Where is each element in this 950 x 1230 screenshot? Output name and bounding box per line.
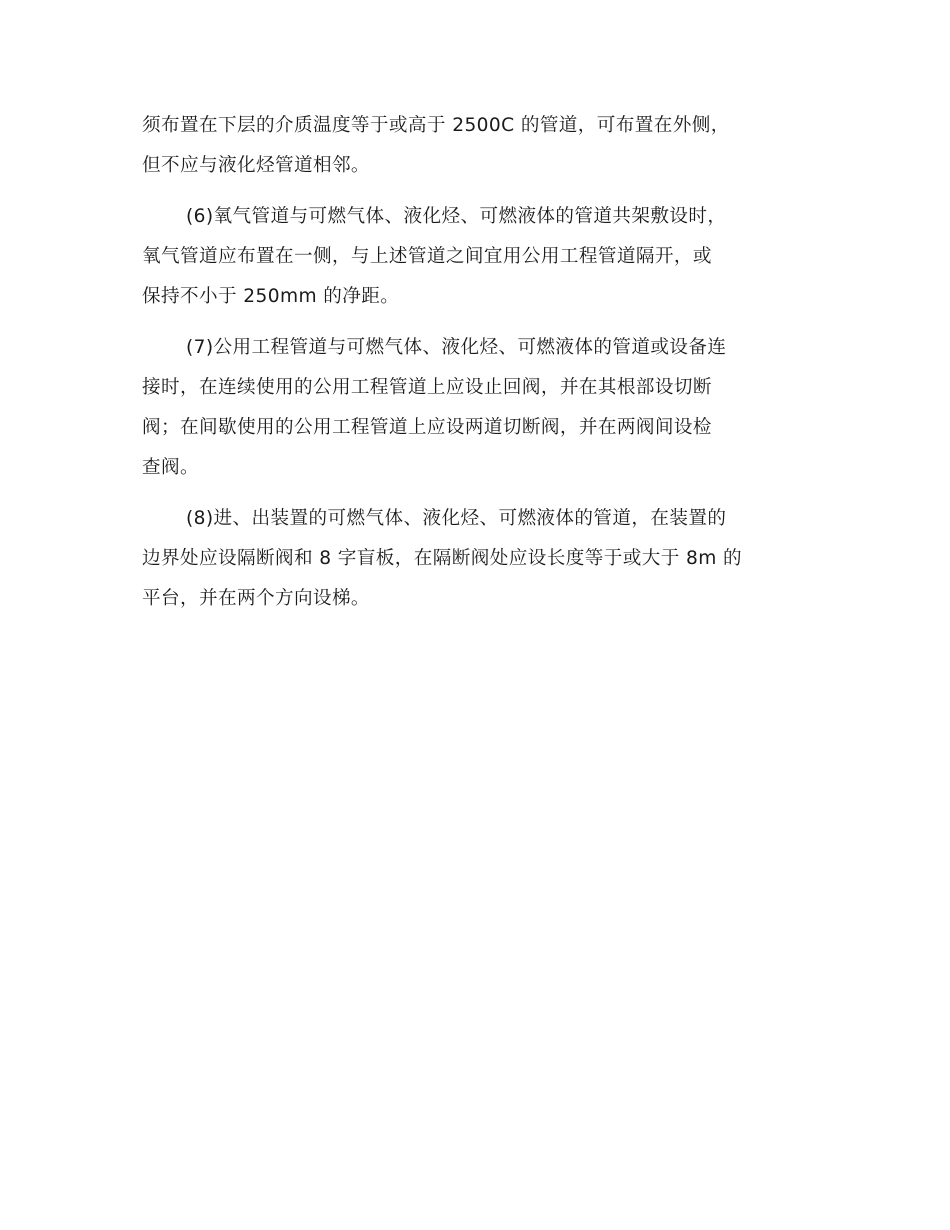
paragraph-item-7 [142,328,806,488]
paragraph-continuation [142,106,806,186]
text-line: (6)氧气管道与可燃气体、液化烃、可燃液体的管道共架敷设时， [186,206,727,227]
text-line: 边界处应设隔断阀和 8 字盲板，在隔断阀处应设长度等于或大于 8m 的 [142,548,743,569]
document-body [142,106,806,630]
text-line: 须布置在下层的介质温度等于或高于 2500C 的管道，可布置在外侧， [142,115,730,136]
text-line: 平台，并在两个方向设梯。 [142,588,370,609]
paragraph-item-6 [142,197,806,317]
text-line: 阀；在间歇使用的公用工程管道上应设两道切断阀，并在两阀间设检 [142,417,712,438]
text-line: 查阀。 [142,457,199,478]
text-line: 接时，在连续使用的公用工程管道上应设止回阀，并在其根部设切断 [142,377,712,398]
paragraph-item-8 [142,499,806,619]
text-line: (8)进、出装置的可燃气体、液化烃、可燃液体的管道，在装置的 [186,508,727,529]
text-line: 但不应与液化烃管道相邻。 [142,155,370,176]
text-line: 氧气管道应布置在一侧，与上述管道之间宜用公用工程管道隔开，或 [142,246,712,267]
text-line: (7)公用工程管道与可燃气体、液化烃、可燃液体的管道或设备连 [186,337,727,358]
text-line: 保持不小于 250mm 的净距。 [142,286,400,307]
